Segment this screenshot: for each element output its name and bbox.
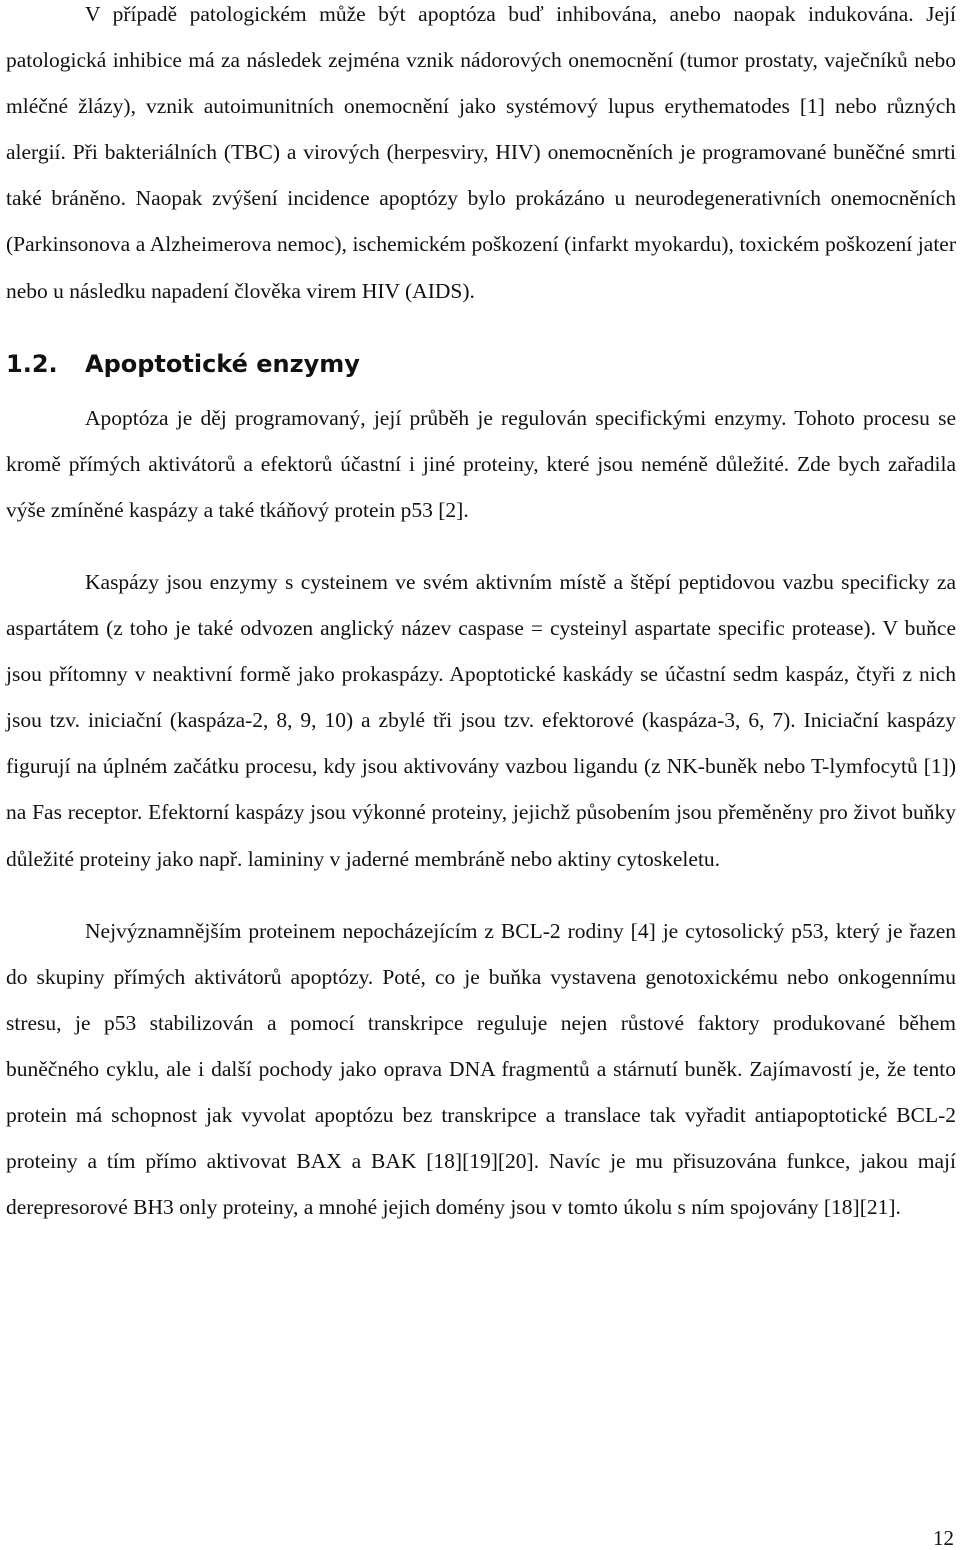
paragraph-enzymes-intro: Apoptóza je děj programovaný, její průběh je regulován specifickými enzymy. Tohoto procesu se kromě přímých aktivátorů a efektorů účastní i jiné proteiny, které jsou neméně důležité. Zde bych zařadila výše zmíněné kaspázy a také tkáňový protein p53 [2]. bbox=[6, 405, 956, 522]
spacer bbox=[6, 882, 956, 908]
paragraph-pathology: V případě patologickém může být apoptóza buď inhibována, anebo naopak indukována. Její patologická inhibice má za následek zejména vznik nádorových onemocnění (tumor prostaty, vaječníků nebo mléčné žlázy), vznik autoimunitních onemocnění jako systémový lupus erythematodes [1] nebo různých alergií. Při bakteriálních (TBC) a virových (herpesviry, HIV) onemocněních je programované buněčné smrti také bráněno. Naopak zvýšení incidence apoptózy bylo prokázáno u neurodegenerativních onemocněních (Parkinsonova a Alzheimerova nemoc), ischemickém poškození (infarkt myokardu), toxickém poškození jater nebo u následku napadení člověka virem HIV (AIDS). bbox=[6, 2, 956, 303]
section-title: Apoptotické enzymy bbox=[85, 349, 360, 378]
spacer bbox=[6, 533, 956, 559]
spacer bbox=[6, 314, 956, 333]
document-page bbox=[6, 0, 956, 1230]
section-number: 1.2. bbox=[6, 349, 58, 378]
section-heading bbox=[6, 333, 956, 395]
page-number: 12 bbox=[933, 1526, 954, 1550]
paragraph-p53: Nejvýznamnějším proteinem nepocházejícím z BCL-2 rodiny [4] je cytosolický p53, který je řazen do skupiny přímých aktivátorů apoptózy. Poté, co je buňka vystavena genotoxickému nebo onkogennímu stresu, je p53 stabilizován a pomocí transkripce reguluje nejen růstové faktory produkované během buněčného cyklu, ale i další pochody jako oprava DNA fragmentů a stárnutí buněk. Zajímavostí je, že tento protein má schopnost jak vyvolat apoptózu bez transkripce a translace tak vyřadit antiapoptotické BCL-2 proteiny a tím přímo aktivovat BAX a BAK [18][19][20]. Navíc je mu přisuzována funkce, jakou mají derepresorové BH3 only proteiny, a mnohé jejich domény jsou v tomto úkolu s ním spojovány [18][21]. bbox=[6, 918, 956, 1220]
paragraph-caspases: Kaspázy jsou enzymy s cysteinem ve svém aktivním místě a štěpí peptidovou vazbu specificky za aspartátem (z toho je také odvozen anglický název caspase = cysteinyl aspartate specific protease). V buňce jsou přítomny v neaktivní formě jako prokaspázy. Apoptotické kaskády se účastní sedm kaspáz, čtyři z nich jsou tzv. iniciační (kaspáza-2, 8, 9, 10) a zbylé tři jsou tzv. efektorové (kaspáza-3, 6, 7). Iniciační kaspázy figurují na úplném začátku procesu, kdy jsou aktivovány vazbou ligandu (z NK-buněk nebo T-lymfocytů [1]) na Fas receptor. Efektorní kaspázy jsou výkonné proteiny, jejichž působením jsou přeměněny pro život buňky důležité proteiny jako např. lamininy v jaderné membráně nebo aktiny cytoskeletu. bbox=[6, 569, 956, 871]
